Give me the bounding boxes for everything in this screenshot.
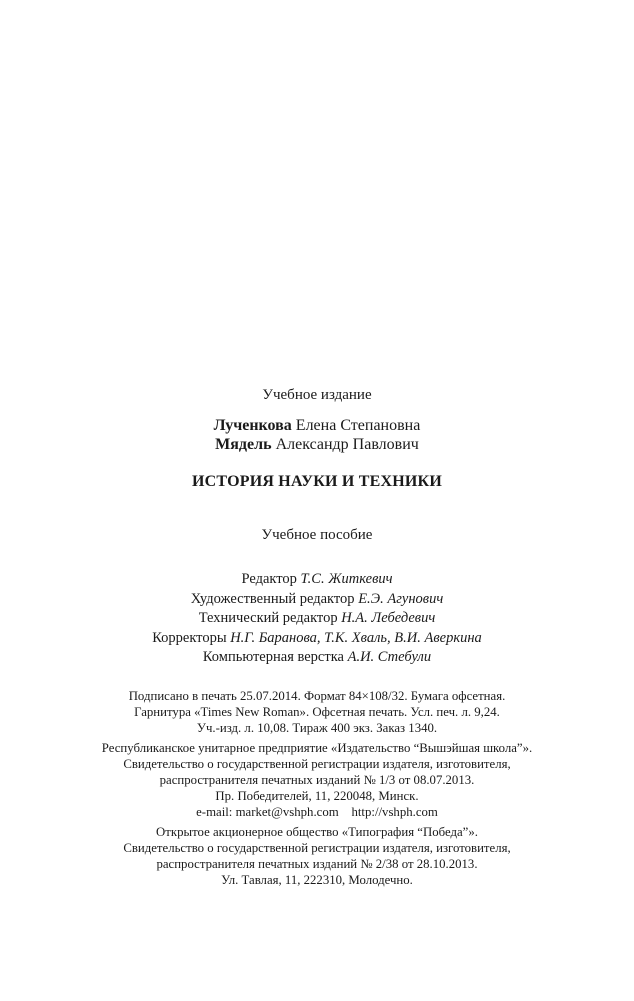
staff-credit	[0, 570, 634, 590]
printer-info-line: Ул. Тавлая, 11, 222310, Молодечно.	[221, 873, 413, 887]
book-title: ИСТОРИЯ НАУКИ И ТЕХНИКИ	[192, 473, 442, 490]
author-line	[0, 435, 634, 454]
book-subtitle: Учебное пособие	[261, 527, 373, 543]
publisher-info-line: Республиканское унитарное предприятие «Издательство “Вышэйшая школа”».	[101, 741, 533, 755]
printer-info-line: распространителя печатных изданий № 2/38 от 28.10.2013.	[156, 857, 478, 871]
staff-name: Е.Э. Агунович	[358, 590, 444, 607]
staff-credit	[0, 648, 634, 668]
staff-name: Т.С. Житкевич	[300, 571, 393, 587]
staff-role: Компьютерная верстка	[202, 649, 344, 666]
authors-block	[0, 416, 634, 454]
staff-name: А.И. Стебули	[347, 649, 432, 666]
publisher-info-line: Свидетельство о государственной регистрации издателя, изготовителя,	[123, 757, 511, 771]
staff-credit	[0, 609, 634, 629]
imprint-block	[0, 688, 634, 888]
staff-role: Редактор	[241, 571, 297, 587]
staff-credit	[0, 590, 634, 610]
print-info-line: Гарнитура «Times New Roman». Офсетная печать. Усл. печ. л. 9,24.	[134, 705, 500, 719]
staff-name: Н.Г. Баранова, Т.К. Хваль, В.И. Аверкина	[230, 629, 482, 646]
printer-info-line: Свидетельство о государственной регистрации издателя, изготовителя,	[123, 841, 511, 855]
staff-role: Корректоры	[152, 629, 227, 646]
staff-role: Художественный редактор	[190, 590, 355, 607]
author-given-name: Елена Степановна	[295, 417, 421, 434]
author-surname: Лученкова	[213, 417, 292, 434]
publisher-info-line: Пр. Победителей, 11, 220048, Минск.	[215, 789, 419, 803]
publisher-info-line: распространителя печатных изданий № 1/3 от 08.07.2013.	[159, 773, 475, 787]
publisher-contact-line: e-mail: market@vshph.com http://vshph.com	[196, 805, 438, 819]
printer-info-line: Открытое акционерное общество «Типография “Победа”».	[156, 825, 478, 839]
edition-type: Учебное издание	[262, 387, 372, 403]
author-surname: Мядель	[215, 436, 272, 453]
staff-credits	[0, 570, 634, 668]
author-line	[0, 416, 634, 435]
staff-role: Технический редактор	[198, 610, 338, 627]
print-info-line: Уч.-изд. л. 10,08. Тираж 400 экз. Заказ 1340.	[196, 721, 438, 735]
staff-credit	[0, 629, 634, 649]
author-given-name: Александр Павлович	[275, 436, 419, 453]
print-info-line: Подписано в печать 25.07.2014. Формат 84×108/32. Бумага офсетная.	[128, 689, 506, 703]
staff-name: Н.А. Лебедевич	[341, 610, 436, 627]
